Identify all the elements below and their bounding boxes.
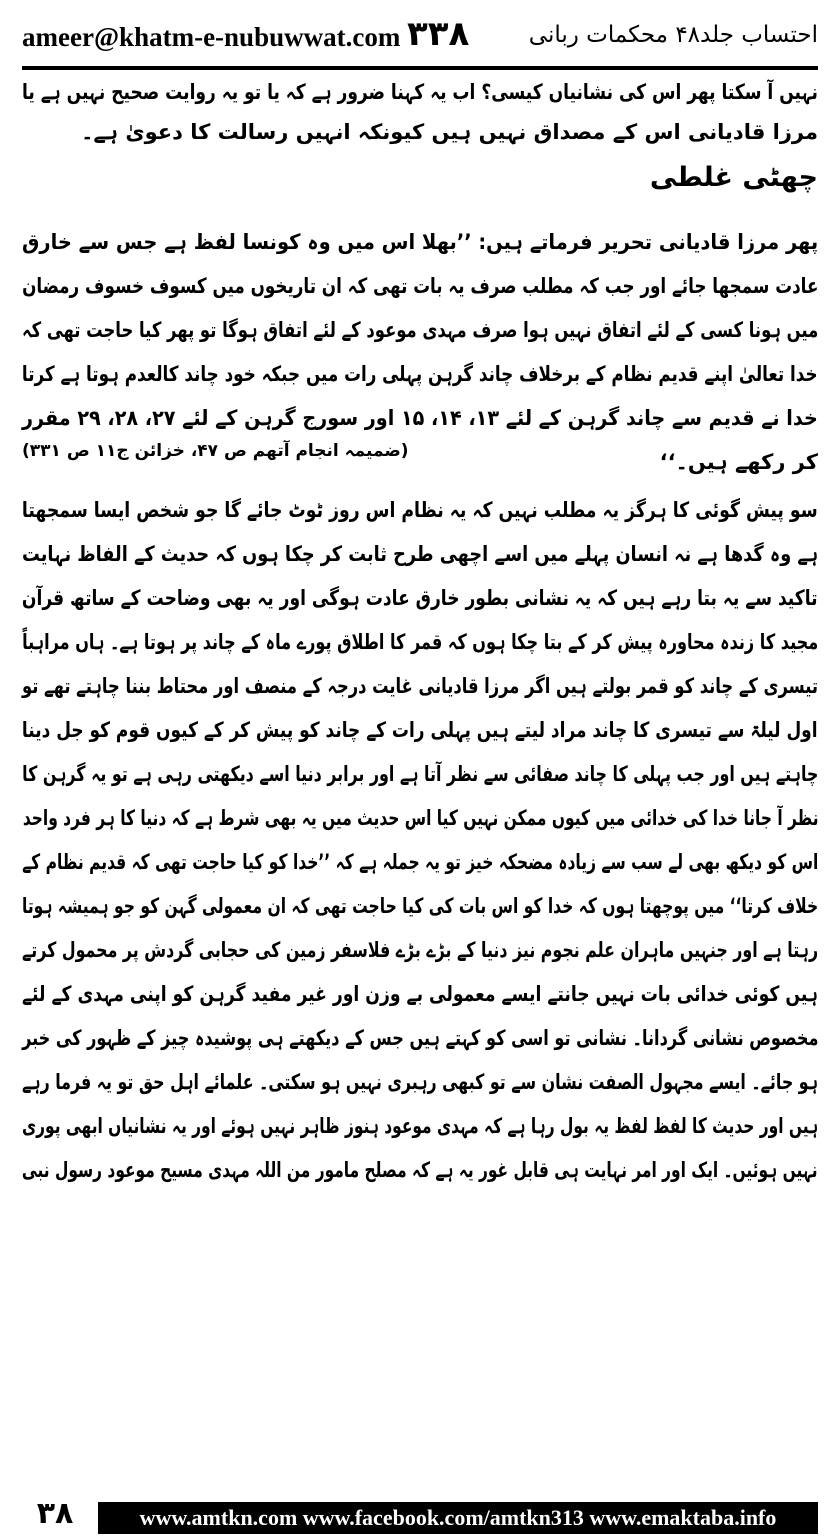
text-line: تاکید سے یہ بتا رہے ہیں کہ یہ نشانی بطور خارق عادت ہوگی اور یہ بھی وضاحت کے ساتھ قرآن [22, 586, 818, 610]
text-line: خدا نے قدیم سے چاند گرہن کے لئے ۱۳، ۱۴، ۱۵ اور سورج گرہن کے لئے ۲۷، ۲۸، ۲۹ مقرر [22, 406, 818, 430]
section-heading: چھٹی غلطی [649, 162, 818, 193]
text-line: چاہتے ہیں اور جب پہلی کا چاند صفائی سے نظر آتا ہے اور برابر دنیا اسے دیکھتی رہی ہے تو یہ گرہن کا [21, 762, 818, 786]
header-page-number: ۳۳۸ [407, 14, 470, 54]
text-line: مجید کا زندہ محاورہ پیش کر کے بتا چکا ہوں کہ قمر کا اطلاق پورے ماہ کے چاند پر ہوتا ہے۔ ہاں مراہباً [21, 630, 818, 654]
text-line: ہے وہ گدھا ہے نہ انسان پہلے میں اسے اچھی طرح ثابت کر چکا ہوں کہ حدیث کے الفاظ نہایت [21, 542, 818, 566]
text-line: اول لیلۃ سے تیسری کا چاند مراد لیتے ہیں پہلی رات کے چاند کو پیش کر کے کیوں قوم کو جل دینا [22, 718, 818, 742]
page-header [22, 14, 818, 64]
header-book-title: احتساب جلد۴۸ محکمات ربانی [528, 22, 818, 48]
footer-page-number: ۳۸ [36, 1496, 74, 1531]
text-line: ہیں اور حدیث کا لفظ لفظ یہ بول رہا ہے کہ مہدی موعود ہنوز ظاہر نہیں ہوئے اور یہ نشانیاں ابھی پوری [21, 1114, 818, 1138]
text-line: رہتا ہے اور جنہیں ماہران علم نجوم نیز دنیا کے بڑے بڑے فلاسفر زمین کی حجابی گردش پر محمول کرتے [21, 938, 818, 962]
header-divider [22, 66, 818, 70]
text-line: تیسری کے چاند کو قمر بولتے ہیں اگر مرزا قادیانی غایت درجہ کے منصف اور محتاط بننا چاہتے تھے تو [21, 674, 818, 698]
text-line: میں ہونا کسی کے لئے اتفاق نہیں ہوا صرف مہدی موعود کے لئے اتفاق ہوگا تو پھر کیا حاجت تھی کہ [21, 318, 818, 342]
header-email: ameer@khatm-e-nubuwwat.com [22, 22, 401, 52]
text-line: خدا تعالیٰ اپنے قدیم نظام کے برخلاف چاند گرہن پہلی رات میں جبکہ خود چاند کالعدم ہوتا ہے کرتا [22, 362, 818, 386]
text-line: ہیں کوئی خدائی بات نہیں جانتے ایسے معمولی بے وزن اور غیر مفید گرہن کو اپنی مہدی کے لئے [22, 982, 818, 1006]
page-footer [22, 1494, 818, 1538]
main-text [22, 72, 818, 1482]
citation-reference: (ضمیمہ انجام آتھم ص ۴۷، خزائن ج۱۱ ص ۳۳۱) [22, 441, 409, 461]
text-line: مرزا قادیانی اس کے مصداق نہیں ہیں کیونکہ انہیں رسالت کا دعویٰ ہے۔ [81, 120, 818, 144]
text-line: اس کو دیکھ بھی لے سب سے زیادہ مضحکہ خیز تو یہ جملہ ہے کہ ’’خدا کو کیا حاجت تھی کہ قدیم نظام کے [21, 850, 818, 874]
text-line: نہیں ہوئیں۔ ایک اور امر نہایت ہی قابل غور یہ ہے کہ مصلح مامور من اللہ مہدی مسیح موعود رسول نبی [22, 1158, 818, 1182]
footer-website-links[interactable]: www.amtkn.com www.facebook.com/amtkn313 www.emaktaba.info [98, 1502, 818, 1534]
text-line: سو پیش گوئی کا ہرگز یہ مطلب نہیں کہ یہ نظام اس روز ٹوٹ جائے گا جو شخص ایسا سمجھتا [22, 498, 818, 522]
text-line: خلاف کرتا‘‘ میں پوچھتا ہوں کہ خدا کو اس بات کی کیا حاجت تھی کہ ان معمولی گہن کو جو ہمیشہ ہوتا [21, 894, 818, 918]
text-line: پھر مرزا قادیانی تحریر فرماتے ہیں: ’’بھلا اس میں وہ کونسا لفظ ہے جس سے خارق [21, 230, 818, 254]
text-line: ہو جائے۔ ایسے مجہول الصفت نشان سے تو کبھی رہبری نہیں ہو سکتی۔ علمائے اہل حق تو یہ فرما رہے [22, 1070, 818, 1094]
text-line: کر رکھے ہیں۔‘‘ [659, 450, 818, 474]
text-line: عادت سمجھا جائے اور جب کہ مطلب صرف یہ بات تھی کہ ان تاریخوں میں کسوف خسوف رمضان [21, 274, 818, 298]
text-line: مخصوص نشانی گردانا۔ نشانی تو اسی کو کہتے ہیں جس کے دیکھتے ہی پوشیدہ چیز کے ظہور کی خبر [21, 1026, 818, 1050]
text-line: نظر آ جانا خدا کی خدائی میں کیوں ممکن نہیں کیا اس حدیث میں یہ بھی شرط ہے کہ دنیا کا ہر فرد واحد [22, 806, 818, 830]
text-line: نہیں آ سکتا پھر اس کی نشانیاں کیسی؟ اب یہ کہنا ضرور ہے کہ یا تو یہ روایت صحیح نہیں ہے یا [22, 80, 818, 104]
